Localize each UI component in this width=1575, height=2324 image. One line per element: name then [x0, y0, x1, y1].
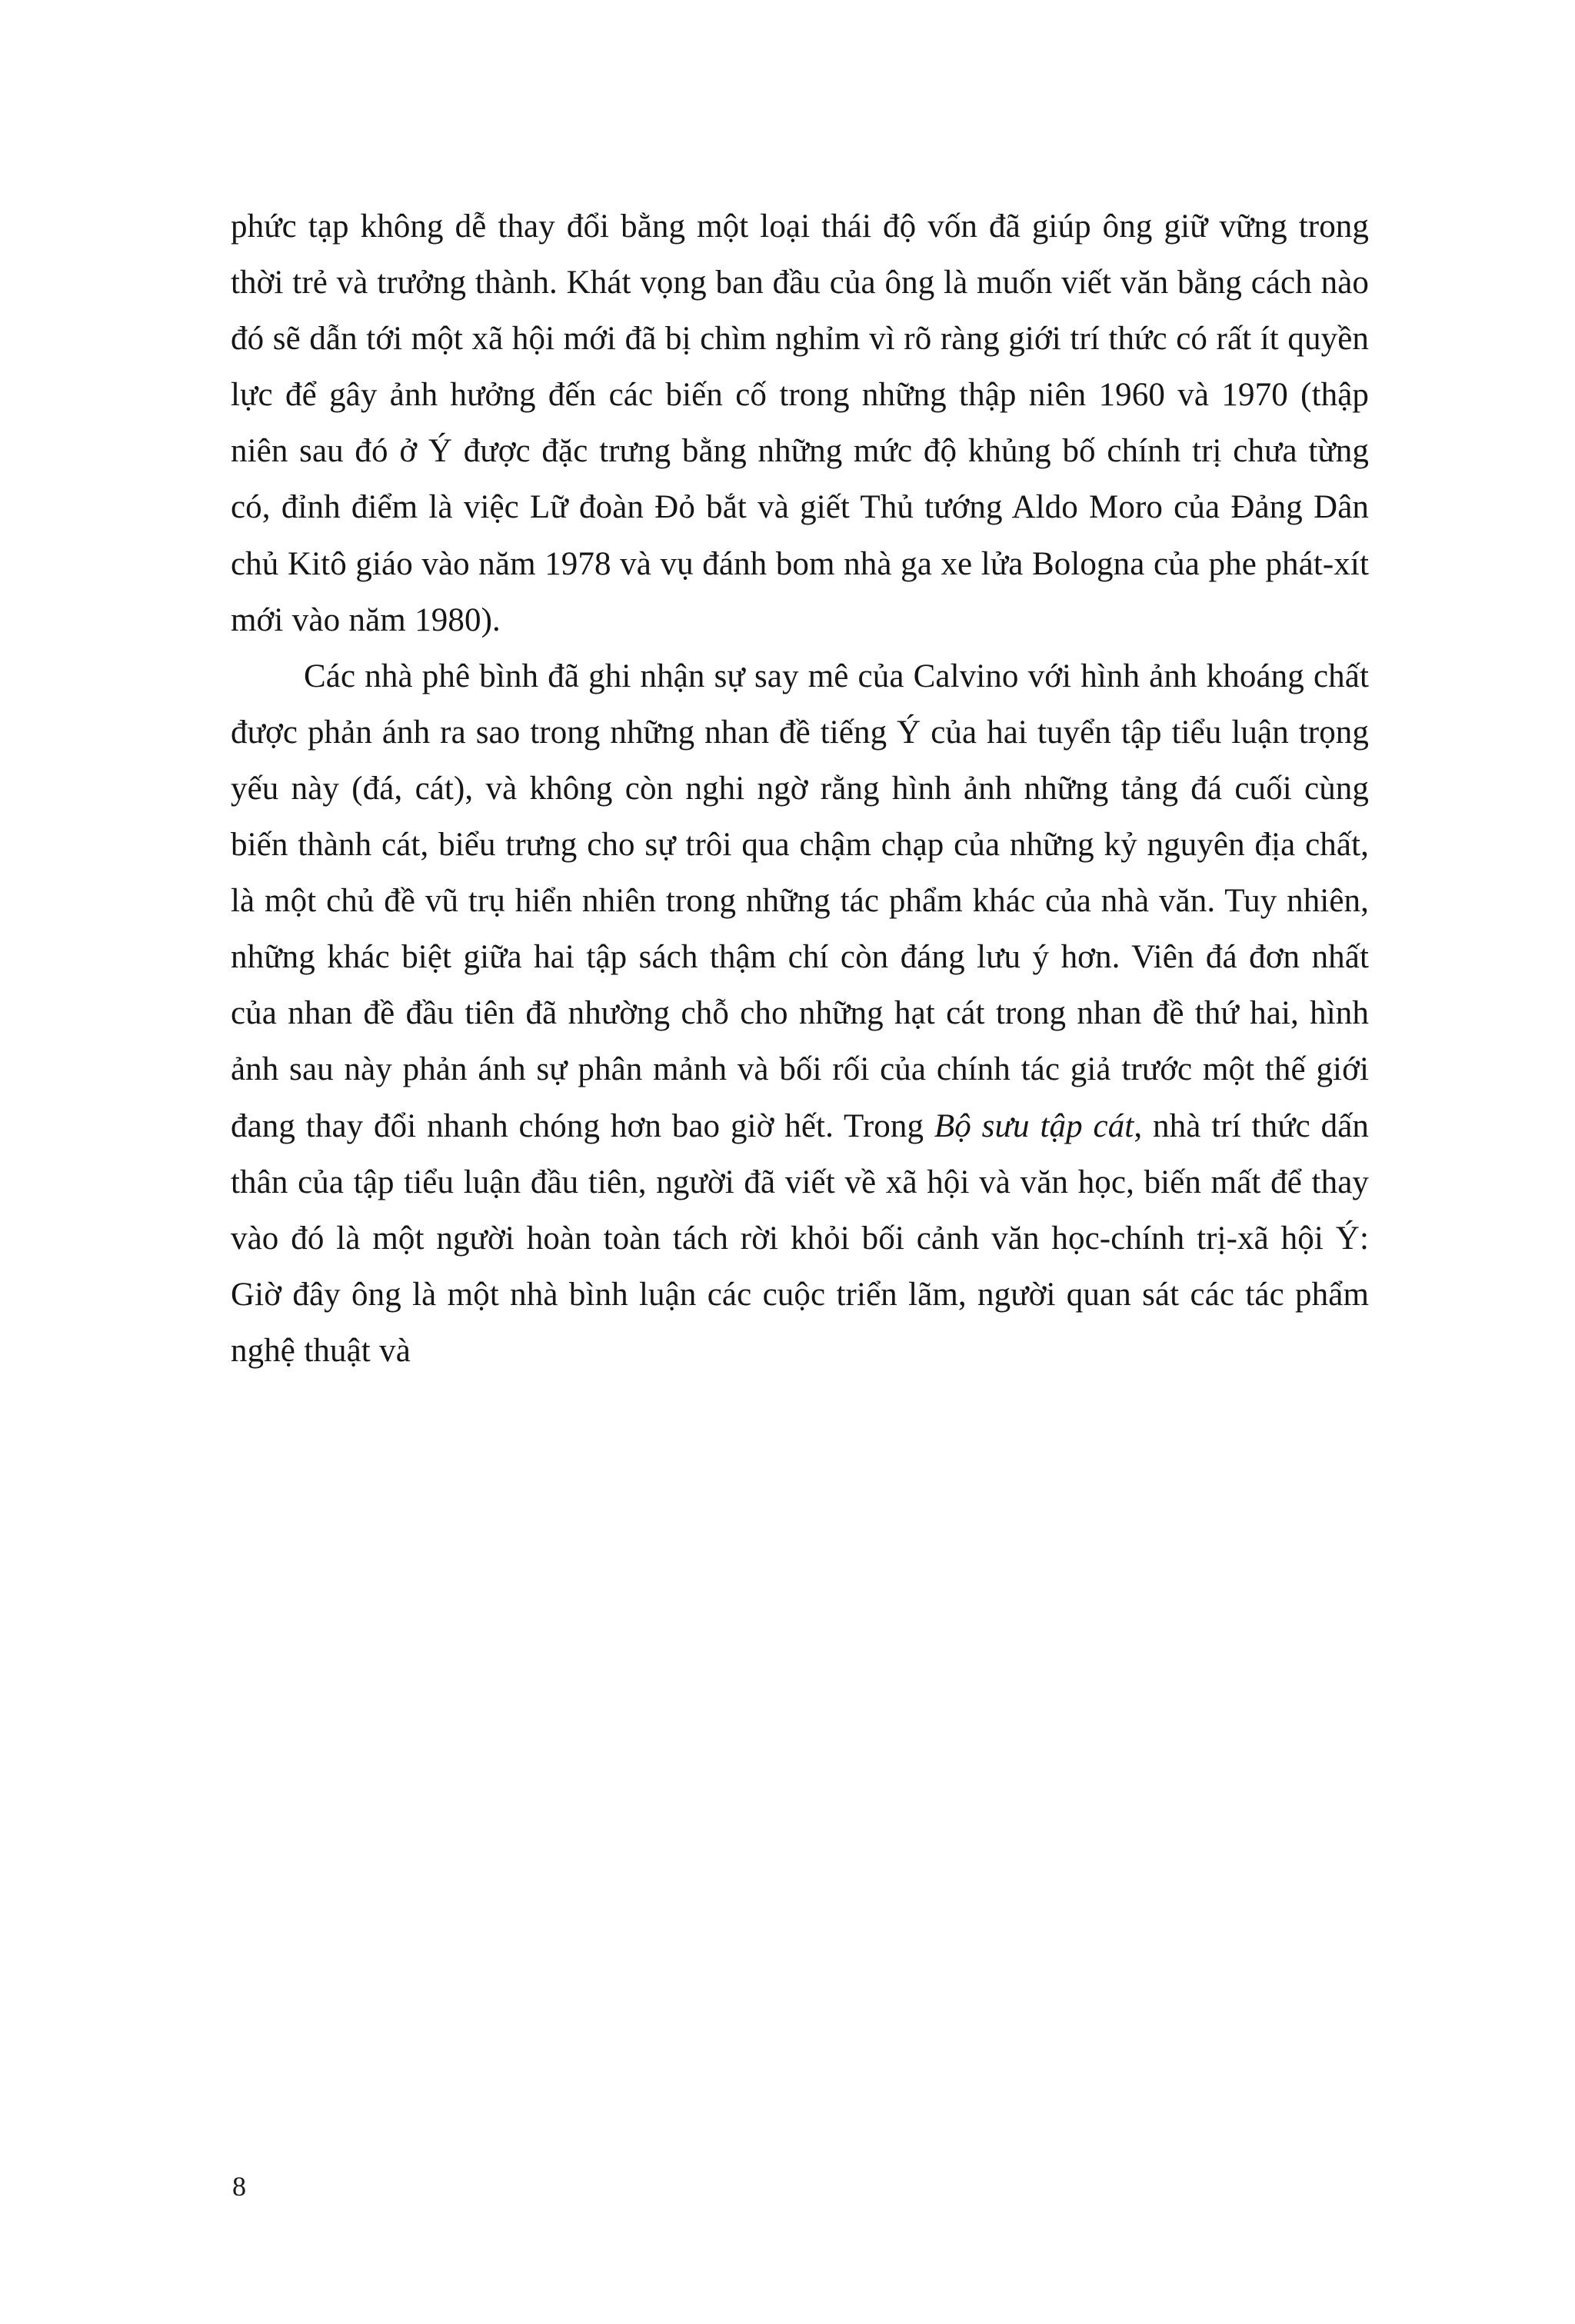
paragraph-2-part-2: , nhà trí thức dấn thân của tập tiểu luận đầu tiên, người đã viết về xã hội và văn học, biến mất để thay vào đó là một người hoàn toàn tách rời khỏi bối cảnh văn học-chính trị-xã hội Ý: Giờ đây ông là một nhà bình luận các cuộc triển lãm, người quan sát các tác phẩm nghệ thuật và — [231, 1107, 1369, 1369]
paragraph-1: phức tạp không dễ thay đổi bằng một loại thái độ vốn đã giúp ông giữ vững trong thời trẻ và trưởng thành. Khát vọng ban đầu của ông là muốn viết văn bằng cách nào đó sẽ dẫn tới một xã hội mới đã bị chìm nghỉm vì rõ ràng giới trí thức có rất ít quyền lực để gây ảnh hưởng đến các biến cố trong những thập niên 1960 và 1970 (thập niên sau đó ở Ý được đặc trưng bằng những mức độ khủng bố chính trị chưa từng có, đỉnh điểm là việc Lữ đoàn Đỏ bắt và giết Thủ tướng Aldo Moro của Đảng Dân chủ Kitô giáo vào năm 1978 và vụ đánh bom nhà ga xe lửa Bologna của phe phát-xít mới vào năm 1980). — [231, 208, 1369, 638]
body-text-column — [231, 198, 1369, 1379]
page-number: 8 — [232, 2171, 246, 2202]
paragraph-2-part-1: Các nhà phê bình đã ghi nhận sự say mê của Calvino với hình ảnh khoáng chất được phản ánh ra sao trong những nhan đề tiếng Ý của hai tuyển tập tiểu luận trọng yếu này (đá, cát), và không còn nghi ngờ rằng hình ảnh những tảng đá cuối cùng biến thành cát, biểu trưng cho sự trôi qua chậm chạp của những kỷ nguyên địa chất, là một chủ đề vũ trụ hiển nhiên trong những tác phẩm khác của nhà văn. Tuy nhiên, những khác biệt giữa hai tập sách thậm chí còn đáng lưu ý hơn. Viên đá đơn nhất của nhan đề đầu tiên đã nhường chỗ cho những hạt cát trong nhan đề thứ hai, hình ảnh sau này phản ánh sự phân mảnh và bối rối của chính tác giả trước một thế giới đang thay đổi nhanh chóng hơn bao giờ hết. Trong — [231, 658, 1369, 1144]
book-title-italic: Bộ sưu tập cát — [934, 1107, 1134, 1144]
paragraph-2 — [231, 648, 1369, 1379]
